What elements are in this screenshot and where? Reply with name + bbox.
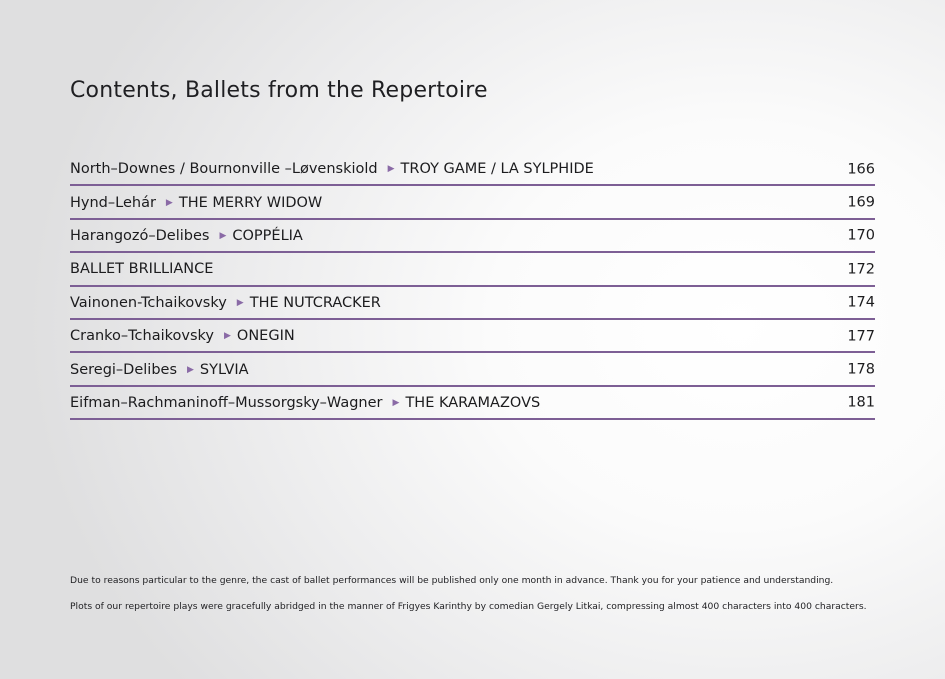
contents-entry-coppelia[interactable] — [70, 220, 875, 253]
contents-entry-troy-game-la-sylphide[interactable] — [70, 153, 875, 186]
contents-entry-onegin[interactable] — [70, 320, 875, 353]
contents-entry-merry-widow[interactable] — [70, 186, 875, 219]
entry-ballet-title: TROY GAME / LA SYLPHIDE — [400, 161, 594, 178]
plot-summary-note: Plots of our repertoire plays were gracefully abridged in the manner of Frigyes Karinthy by comedian Gergely Litkai, compressing almost 400 characters into 400 characters. — [70, 601, 867, 612]
triangle-right-icon: ▶ — [187, 364, 194, 375]
entry-creators: Eifman–Rachmaninoff–Mussorgsky–Wagner — [70, 394, 383, 411]
triangle-right-icon: ▶ — [223, 331, 231, 342]
contents-entry-nutcracker[interactable] — [70, 287, 875, 320]
triangle-right-icon: ▶ — [387, 164, 395, 175]
entry-page-number: 172 — [847, 261, 875, 278]
entry-ballet-title: ONEGIN — [236, 328, 295, 345]
contents-list — [70, 153, 875, 420]
entry-page-number: 166 — [847, 161, 875, 178]
entry-creators: North–Downes / Bournonville –Løvenskiold — [70, 161, 378, 178]
entry-creators: Hynd–Lehár — [70, 194, 156, 211]
contents-entry-ballet-brilliance[interactable] — [70, 253, 875, 286]
entry-ballet-title: THE KARAMAZOVS — [405, 394, 541, 411]
entry-creators: Harangozó–Delibes — [70, 227, 210, 244]
entry-ballet-title: SYLVIA — [199, 361, 249, 378]
entry-ballet-title: THE NUTCRACKER — [249, 294, 381, 311]
entry-page-number: 177 — [847, 328, 875, 345]
entry-creators: Seregi–Delibes — [70, 361, 177, 378]
entry-page-number: 169 — [847, 194, 875, 211]
contents-entry-karamazovs[interactable] — [70, 387, 875, 420]
cast-notice-note: Due to reasons particular to the genre, the cast of ballet performances will be published only one month in advance. Thank you for your patience and understanding. — [70, 575, 834, 586]
entry-page-number: 170 — [847, 227, 875, 244]
triangle-right-icon: ▶ — [236, 297, 244, 308]
entry-page-number: 174 — [847, 294, 875, 311]
triangle-right-icon: ▶ — [219, 230, 227, 241]
footnotes — [70, 568, 880, 620]
entry-ballet-title: COPPÉLIA — [232, 227, 303, 244]
entry-ballet-title: BALLET BRILLIANCE — [70, 261, 214, 278]
entry-page-number: 178 — [847, 361, 875, 378]
triangle-right-icon: ▶ — [165, 197, 173, 208]
entry-ballet-title: THE MERRY WIDOW — [178, 194, 323, 211]
entry-creators: Vainonen-Tchaikovsky — [70, 294, 227, 311]
triangle-right-icon: ▶ — [392, 397, 400, 408]
entry-creators: Cranko–Tchaikovsky — [70, 328, 214, 345]
entry-page-number: 181 — [847, 394, 875, 411]
page-title: Contents, Ballets from the Repertoire — [70, 78, 488, 103]
contents-entry-sylvia[interactable] — [70, 353, 875, 386]
